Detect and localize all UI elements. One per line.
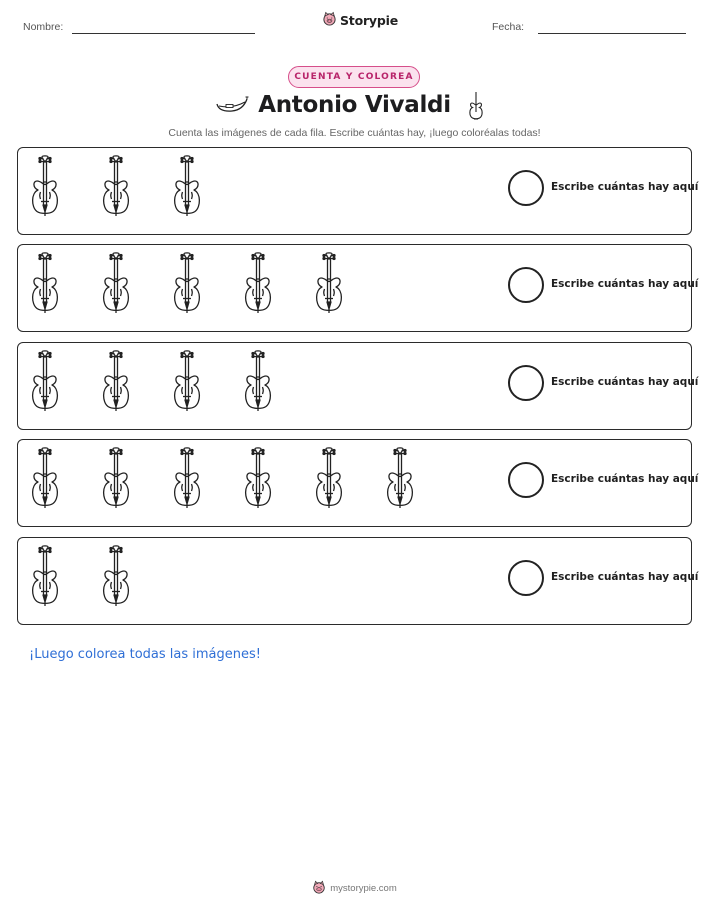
violin-icon[interactable] (99, 350, 133, 414)
answer-label: Escribe cuántas hay aquí (551, 571, 699, 583)
answer-label: Escribe cuántas hay aquí (551, 278, 699, 290)
violin-icon[interactable] (28, 545, 62, 609)
violin-icon[interactable] (99, 155, 133, 219)
violin-icon[interactable] (170, 155, 204, 219)
violin-icon[interactable] (312, 252, 346, 316)
violin-icon[interactable] (99, 252, 133, 316)
violin-icon[interactable] (28, 447, 62, 511)
site-url[interactable]: mystorypie.com (330, 883, 397, 894)
answer-circle[interactable] (508, 462, 544, 498)
page-title: Antonio Vivaldi (258, 92, 451, 118)
brand-name: Storypie (340, 13, 398, 28)
answer-circle[interactable] (508, 267, 544, 303)
answer-label: Escribe cuántas hay aquí (551, 473, 699, 485)
answer-circle[interactable] (508, 365, 544, 401)
violin-icon[interactable] (28, 350, 62, 414)
count-row-2 (17, 244, 699, 332)
pig-mascot-icon (312, 880, 326, 897)
violin-icon[interactable] (99, 447, 133, 511)
answer-label: Escribe cuántas hay aquí (551, 181, 699, 193)
violin-icon[interactable] (170, 252, 204, 316)
violin-icon[interactable] (312, 447, 346, 511)
name-line[interactable] (72, 33, 255, 34)
count-row-1 (17, 147, 699, 235)
date-line[interactable] (538, 33, 686, 34)
violin-icon[interactable] (383, 447, 417, 511)
instructions: Cuenta las imágenes de cada fila. Escribe cuántas hay, ¡luego coloréalas todas! (168, 127, 541, 139)
answer-circle[interactable] (508, 560, 544, 596)
violin-icon[interactable] (28, 252, 62, 316)
violin-icon[interactable] (170, 350, 204, 414)
violin-icon[interactable] (99, 545, 133, 609)
site-footer (0, 880, 709, 897)
name-label: Nombre: (23, 21, 64, 33)
date-label: Fecha: (492, 21, 525, 33)
answer-label: Escribe cuántas hay aquí (551, 376, 699, 388)
count-row-4 (17, 439, 699, 527)
violin-icon[interactable] (241, 252, 275, 316)
answer-circle[interactable] (508, 170, 544, 206)
violin-icon[interactable] (241, 447, 275, 511)
violin-icon (467, 90, 485, 126)
pig-mascot-icon (322, 11, 337, 30)
count-row-3 (17, 342, 699, 430)
footer-note: ¡Luego colorea todas las imágenes! (29, 647, 261, 662)
activity-badge: CUENTA Y COLOREA (288, 66, 420, 88)
violin-icon[interactable] (241, 350, 275, 414)
storypie-logo (322, 11, 398, 30)
violin-icon[interactable] (170, 447, 204, 511)
count-row-5 (17, 537, 699, 625)
violin-icon[interactable] (28, 155, 62, 219)
